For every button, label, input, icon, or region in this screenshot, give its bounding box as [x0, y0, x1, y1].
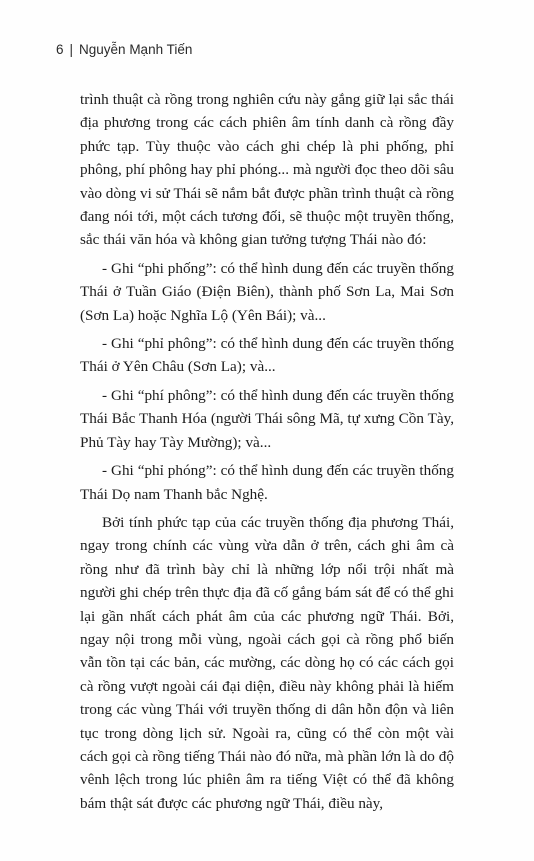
- list-item-phi-phong-2: - Ghi “phỉ phông”: có thể hình dung đến các truyền thống Thái ở Yên Châu (Sơn La); và...: [80, 335, 454, 376]
- running-header: [56, 42, 192, 57]
- body-text: [80, 88, 454, 820]
- author-name: Nguyễn Mạnh Tiến: [79, 42, 193, 57]
- page-number: 6: [56, 42, 64, 57]
- list-item-phi-phong-4: - Ghi “phỉ phóng”: có thể hình dung đến các truyền thống Thái Dọ nam Thanh bắc Nghệ.: [80, 462, 454, 503]
- header-separator: |: [69, 42, 74, 57]
- paragraph-continued: trình thuật cà rồng trong nghiên cứu này gắng giữ lại sắc thái địa phương trong các cách phiên âm tính danh cà rồng đầy phức tạp. Tùy thuộc vào cách ghi chép là phi phống, phỉ phông, phí phông hay phỉ phóng... mà người đọc theo dõi sâu vào dòng vi sử Thái sẽ nắm bắt được phần trình thuật cà rồng đang nói tới, một cách tương đối, sẽ thuộc một truyền thống, sắc thái văn hóa và không gian tưởng tượng Thái nào đó:: [80, 91, 454, 249]
- list-item-phi-phong-3: - Ghi “phí phông”: có thể hình dung đến các truyền thống Thái Bắc Thanh Hóa (người Thái sông Mã, tự xưng Cồn Tày, Phủ Tày hay Tày Mường); và...: [80, 386, 454, 451]
- paragraph: Bởi tính phức tạp của các truyền thống địa phương Thái, ngay trong chính các vùng vừa dẫn ở trên, cách ghi âm cà rồng như đã trình bày chỉ là những lớp nổi trội nhất mà người ghi chép trên thực địa đã cố gắng bám sát để có thể ghi lại gần nhất cách phát âm của các phương ngữ Thái. Bởi, ngay nội trong mỗi vùng, ngoài cách gọi cà rồng phổ biến vẫn tồn tại các bản, các mường, các dòng họ có các cách gọi cà rồng vượt ngoài cái đại diện, điều này không phải là hiếm trong các vùng Thái với truyền thống di dân hỗn độn và liên tục trong dòng lịch sử. Ngoài ra, cũng có thể còn một vài cách gọi cà rồng tiếng Thái nào đó nữa, mà phần lớn là do độ vênh lệch trong lúc phiên âm ra tiếng Việt có thể đã không bám thật sát được các phương ngữ Thái, điều này,: [80, 513, 454, 812]
- list-item-phi-phong: - Ghi “phi phống”: có thể hình dung đến các truyền thống Thái ở Tuần Giáo (Điện Biên), thành phố Sơn La, Mai Sơn (Sơn La) hoặc Nghĩa Lộ (Yên Bái); và...: [80, 259, 454, 324]
